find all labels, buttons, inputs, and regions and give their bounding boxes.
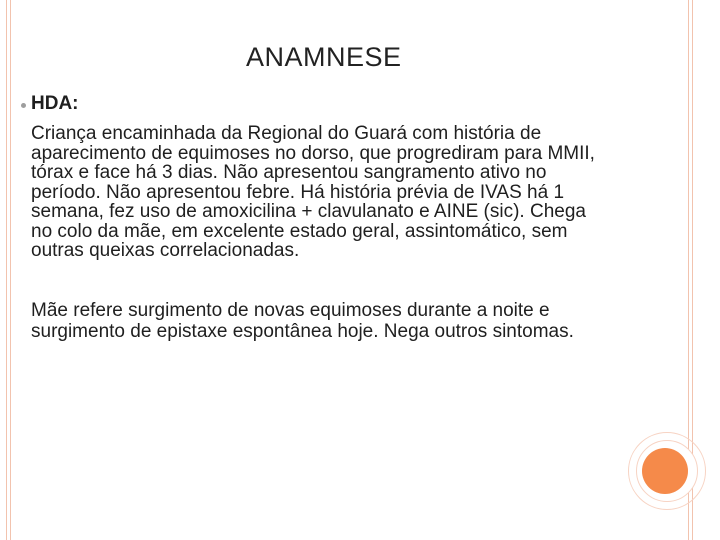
paragraph-line: semana, fez uso de amoxicilina + clavulanato e AINE (sic). Chega [31, 201, 586, 222]
paragraph-line: tórax e face há 3 dias. Não apresentou sangramento ativo no [31, 162, 547, 183]
paragraph-line: período. Não apresentou febre. Há história prévia de IVAS há 1 [31, 181, 565, 203]
bullet-icon [21, 103, 26, 108]
paragraph-line: Mãe refere surgimento de novas equimoses durante a noite e [31, 300, 550, 321]
history-paragraph [31, 124, 691, 261]
paragraph-line: Criança encaminhada da Regional do Guará com história de [31, 123, 542, 144]
left-frame-line [6, 0, 11, 540]
slide-title: ANAMNESE [246, 42, 402, 72]
mother-report-paragraph [31, 300, 691, 342]
paragraph-line: no colo da mãe, em excelente estado geral, assintomático, sem [31, 220, 568, 242]
paragraph-line: surgimento de epistaxe espontânea hoje. Nega outros sintomas. [31, 321, 574, 342]
paragraph-line: aparecimento de equimoses no dorso, que progrediram para MMII, [31, 142, 595, 164]
section-heading: HDA: [31, 93, 79, 114]
paragraph-line: outras queixas correlacionadas. [31, 240, 300, 261]
decorative-orange-dot [642, 448, 688, 494]
